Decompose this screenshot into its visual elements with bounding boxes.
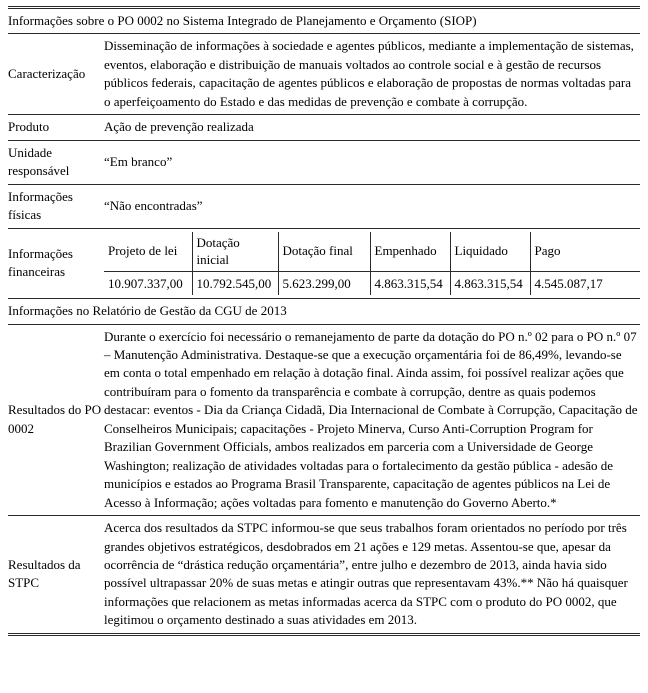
row-label-informacoes-fisicas: Informações físicas xyxy=(8,184,104,228)
financial-header-dotacao-inicial: Dotação inicial xyxy=(192,232,278,272)
row-text-informacoes-fisicas: “Não encontradas” xyxy=(104,184,640,228)
section-title-cgu: Informações no Relatório de Gestão da CGU de 2013 xyxy=(8,299,640,324)
financial-header-dotacao-final: Dotação final xyxy=(278,232,370,272)
financial-table-cell xyxy=(104,228,640,299)
table-row-informacoes-fisicas xyxy=(8,184,640,228)
table-row-resultados-po xyxy=(8,324,640,516)
row-text-resultados-po: Durante o exercício foi necessário o remanejamento de parte da dotação do PO n.º 02 para o PO n.º 07 – Manutenção Administrativa. Destaque-se que a execução orçamentária foi de 86,49%, levando-se em conta o total empenhado em relação à dotação final. Ainda assim, foi possível realizar ações que contribuíram para o fomento da transparência e combate à corrupção, dentre as quais podemos destacar: eventos - Dia da Criança Cidadã, Dia Internacional de Combate à Corrupção, Capacitação de Conselheiros Municipais; capacitações - Projeto Minerva, Curso Anti-Corruption Program for Brazilian Government Officials, ambos realizados em parceria com a Universidade de George Washington; realização de atividades voltadas para o fortalecimento da gestão pública - adesão de municípios e estados ao Programa Brasil Transparente, capacitação de agentes públicos na Lei de Acesso à Informação; ações voltadas para fomento e manutenção do Governo Aberto.* xyxy=(104,324,640,516)
financial-value-dotacao-inicial: 10.792.545,00 xyxy=(192,271,278,295)
financial-value-dotacao-final: 5.623.299,00 xyxy=(278,271,370,295)
financial-value-empenhado: 4.863.315,54 xyxy=(370,271,450,295)
row-label-resultados-po: Resultados do PO 0002 xyxy=(8,324,104,516)
table-row-informacoes-financeiras xyxy=(8,228,640,299)
row-label-caracterizacao: Caracterização xyxy=(8,34,104,115)
financial-header-projeto-de-lei: Projeto de lei xyxy=(104,232,192,272)
table-row-resultados-stpc xyxy=(8,516,640,635)
financial-header-pago: Pago xyxy=(530,232,640,272)
financial-value-projeto-de-lei: 10.907.337,00 xyxy=(104,271,192,295)
po-info-table xyxy=(8,6,640,636)
table-row-produto xyxy=(8,115,640,140)
financial-value-pago: 4.545.087,17 xyxy=(534,275,603,291)
row-label-produto: Produto xyxy=(8,115,104,140)
table-row-caracterizacao xyxy=(8,34,640,115)
financial-value-liquidado: 4.863.315,54 xyxy=(450,271,530,295)
financial-header-empenhado: Empenhado xyxy=(370,232,450,272)
row-text-produto: Ação de prevenção realizada xyxy=(104,115,640,140)
row-text-resultados-stpc: Acerca dos resultados da STPC informou-se que seus trabalhos foram orientados no período por três grandes objetivos estratégicos, desdobrados em 21 ações e 129 metas. Assentou-se que, apesar da ocorrência de “drástica redução orçamentária”, entre julho e dezembro de 2013, ainda havia sido possível ultrapassar 20% de suas metas e atingir outras que representavam 43%.** Não há quaisquer informações que relacionem as metas informadas acerca da STPC com o produto do PO 0002, que legitimou o orçamento destinado a suas atividades em 2013. xyxy=(104,516,640,635)
row-label-resultados-stpc: Resultados da STPC xyxy=(8,516,104,635)
row-text-unidade-responsavel: “Em branco” xyxy=(104,140,640,184)
financial-header-liquidado: Liquidado xyxy=(450,232,530,272)
table-row-unidade-responsavel xyxy=(8,140,640,184)
financial-table xyxy=(104,232,640,296)
row-text-caracterizacao: Disseminação de informações à sociedade e agentes públicos, mediante a implementação de sistemas, eventos, elaboração e distribuição de manuais voltados ao controle social e à gestão de recursos públicos federais, capacitação de agentes públicos e elaboração de propostas de normas voltadas para o aperfeiçoamento do Estado e das medidas de prevenção e combate à corrupção. xyxy=(104,34,640,115)
financial-header-row xyxy=(104,232,640,272)
row-label-informacoes-financeiras: Informações financeiras xyxy=(8,228,104,299)
table-section-row-cgu xyxy=(8,299,640,324)
financial-values-row xyxy=(104,271,640,295)
table-title-row xyxy=(8,8,640,34)
table-title: Informações sobre o PO 0002 no Sistema Integrado de Planejamento e Orçamento (SIOP) xyxy=(8,13,477,28)
row-label-unidade-responsavel: Unidade responsável xyxy=(8,140,104,184)
